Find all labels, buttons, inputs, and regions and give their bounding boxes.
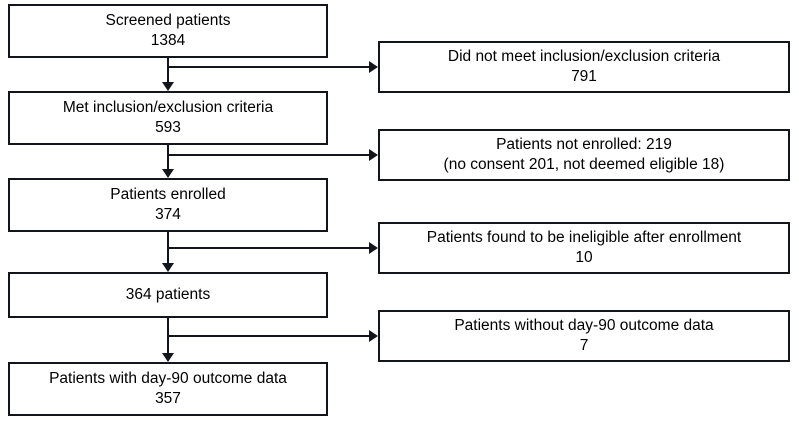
connector-horizontal-2: [167, 154, 369, 156]
arrow-right-2: [369, 149, 378, 161]
flow-node-label: Screened patients: [105, 12, 231, 30]
flow-node-patients-enrolled: [8, 178, 328, 232]
flow-node-ineligible-after-enrollment: [378, 222, 790, 274]
connector-vertical-1: [167, 58, 169, 82]
flow-node-value: 593: [155, 119, 181, 136]
flow-node-label: Did not meet inclusion/exclusion criteria: [447, 48, 721, 66]
flow-node-value: 791: [571, 68, 597, 85]
flow-node-value: 357: [155, 390, 181, 407]
flow-node-without-outcome-data: [378, 310, 790, 362]
flow-node-value: 10: [575, 249, 593, 266]
flow-node-label: Patients not enrolled: 219: [496, 136, 672, 154]
arrow-right-4: [369, 330, 378, 342]
connector-horizontal-4: [167, 335, 369, 337]
connector-horizontal-1: [167, 66, 369, 68]
flow-node-screened-patients: [8, 4, 328, 58]
flow-node-value: 374: [155, 206, 181, 223]
flow-node-detail: (no consent 201, not deemed eligible 18): [443, 156, 725, 173]
arrow-down-1: [162, 82, 174, 91]
arrow-down-3: [162, 263, 174, 272]
flow-node-label: Patients enrolled: [110, 186, 226, 204]
flow-node-label: Patients with day-90 outcome data: [49, 370, 287, 388]
flow-node-label: Patients without day-90 outcome data: [454, 317, 714, 335]
flow-node-value: 1384: [150, 32, 186, 49]
flow-node-label: Patients found to be ineligible after enrollment: [426, 229, 742, 247]
arrow-right-3: [369, 242, 378, 254]
flow-node-met-criteria: [8, 91, 328, 145]
flow-node-not-enrolled: [378, 129, 790, 181]
arrow-down-4: [162, 353, 174, 362]
arrow-down-2: [162, 169, 174, 178]
flow-node-value: 7: [579, 337, 589, 354]
flow-node-label: 364 patients: [125, 286, 211, 304]
flow-node-day90-outcome: [8, 362, 328, 416]
connector-horizontal-3: [167, 247, 369, 249]
flow-node-label: Met inclusion/exclusion criteria: [62, 99, 274, 117]
connector-vertical-2: [167, 145, 169, 169]
flow-node-did-not-meet-criteria: [378, 41, 790, 93]
arrow-right-1: [369, 61, 378, 73]
flow-node-364-patients: [8, 272, 328, 318]
